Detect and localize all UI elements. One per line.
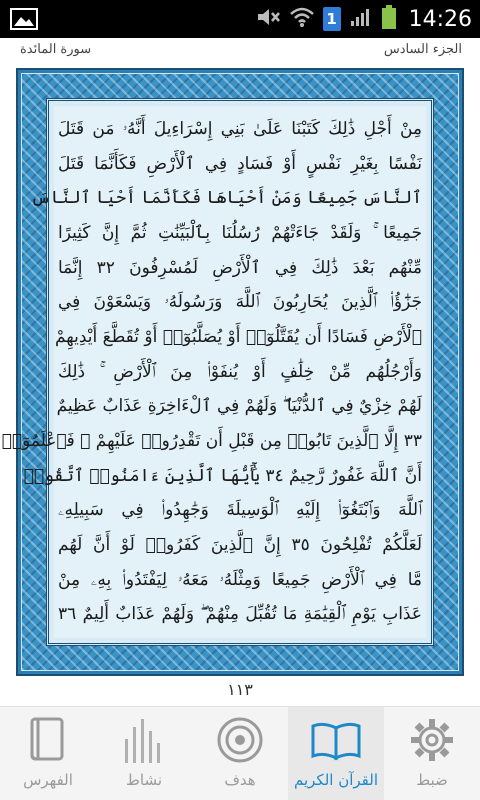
book-icon [18, 715, 78, 765]
quran-line: ٱلْأَرْضِ فَسَادًا أَن يُقَتَّلُوٓا۟ أَوْ يُصَلَّبُوٓا۟ أَوْ تُقَطَّعَ أَيْدِيهِمْ [54, 327, 422, 348]
quran-line: أَنَّ ٱللَّهَ غَفُورٌ رَّحِيمٌ ٣٤ يَٰٓأَيُّهَا ٱلَّذِينَ ءَامَنُوا۟ ٱتَّقُوا۟ [23, 465, 422, 486]
battery-icon [381, 4, 397, 34]
quran-line: نَفْسًا بِغَيْرِ نَفْسٍ أَوْ فَسَادٍ فِي ٱلْأَرْضِ فَكَأَنَّمَا قَتَلَ [58, 153, 422, 174]
nav-label: القرآن الكريم [294, 771, 379, 789]
nav-label: هدف [224, 771, 256, 789]
status-icons [255, 0, 472, 38]
quran-line: ٱلنَّاسَ جَمِيعًا وَمَنْ أَحْيَاهَا فَكَأَنَّمَا أَحْيَا ٱلنَّاسَ [30, 188, 422, 209]
quran-text [1, 106, 426, 638]
nav-label: ضبط [416, 771, 448, 789]
quran-line: ٣٣ إِلَّا ٱلَّذِينَ تَابُوا۟ مِن قَبْلِ أَن تَقْدِرُوا۟ عَلَيْهِمْ ۖ فَٱعْلَمُوٓا۟ [1, 431, 422, 452]
nav-settings[interactable] [384, 707, 480, 800]
quran-line: مِنْ أَجْلِ ذَٰلِكَ كَتَبْنَا عَلَىٰ بَنِي إِسْرَاءِيلَ أَنَّهُۥ مَن قَتَلَ [58, 119, 422, 139]
quran-line: لَهُمْ خِزْيٌ فِي ٱلدُّنْيَا ۖ وَلَهُمْ فِي ٱلْءَاخِرَةِ عَذَابٌ عَظِيمٌ [56, 396, 422, 417]
wifi-icon [289, 6, 315, 32]
quran-line: جَمِيعًا ۚ وَلَقَدْ جَاءَتْهُمْ رُسُلُنَا بِٱلْبَيِّنَٰتِ ثُمَّ إِنَّ كَثِيرًا [58, 223, 422, 244]
bottom-nav [0, 706, 480, 800]
status-bar [0, 0, 480, 38]
quran-line: مِّنْهُم بَعْدَ ذَٰلِكَ فِي ٱلْأَرْضِ لَمُسْرِفُونَ ٣٢ إِنَّمَا [58, 257, 422, 278]
activity-bars-icon [114, 715, 174, 765]
target-icon [210, 715, 270, 765]
notification-badge: 1 [323, 7, 341, 31]
mushaf-page[interactable] [1, 68, 464, 676]
quran-line: وَأَرْجُلُهُم مِّنْ خِلَٰفٍ أَوْ يُنفَوْا۟ مِنَ ٱلْأَرْضِ ۚ ذَٰلِكَ [58, 361, 422, 382]
quran-line: جَزَٰٓؤُا۟ ٱلَّذِينَ يُحَارِبُونَ ٱللَّهَ وَرَسُولَهُۥ وَيَسْعَوْنَ فِي [58, 292, 422, 313]
juz-name: الجزء السادس [383, 42, 462, 57]
clock: 14:26 [408, 6, 472, 32]
quran-line: لَعَلَّكُمْ تُفْلِحُونَ ٣٥ إِنَّ ٱلَّذِينَ كَفَرُوا۟ لَوْ أَنَّ لَهُم [58, 535, 423, 556]
nav-label: الفهرس [23, 771, 73, 789]
nav-quran[interactable] [288, 707, 384, 800]
nav-goal[interactable] [192, 707, 288, 800]
signal-icon [349, 6, 373, 32]
quran-line: مَّا فِي ٱلْأَرْضِ جَمِيعًا وَمِثْلَهُۥ مَعَهُۥ لِيَفْتَدُوا۟ بِهِۦ مِنْ [58, 569, 422, 590]
mute-icon [255, 6, 281, 32]
quran-line: عَذَابِ يَوْمِ ٱلْقِيَٰمَةِ مَا تُقُبِّلَ مِنْهُمْ ۖ وَلَهُمْ عَذَابٌ أَلِيمٌ ٣٦ [58, 604, 422, 625]
gallery-icon [10, 8, 38, 30]
surah-name: سورة المائدة [20, 42, 92, 57]
quran-line: ٱللَّهَ وَٱبْتَغُوٓا۟ إِلَيْهِ ٱلْوَسِيلَةَ وَجَٰهِدُوا۟ فِي سَبِيلِهِۦ [58, 500, 422, 521]
page-header [0, 38, 480, 68]
nav-label: نشاط [126, 771, 162, 789]
nav-index[interactable] [0, 707, 96, 800]
open-book-icon [306, 715, 366, 765]
gear-icon [402, 715, 462, 765]
page-number: ١١٣ [227, 680, 253, 699]
nav-activity[interactable] [96, 707, 192, 800]
